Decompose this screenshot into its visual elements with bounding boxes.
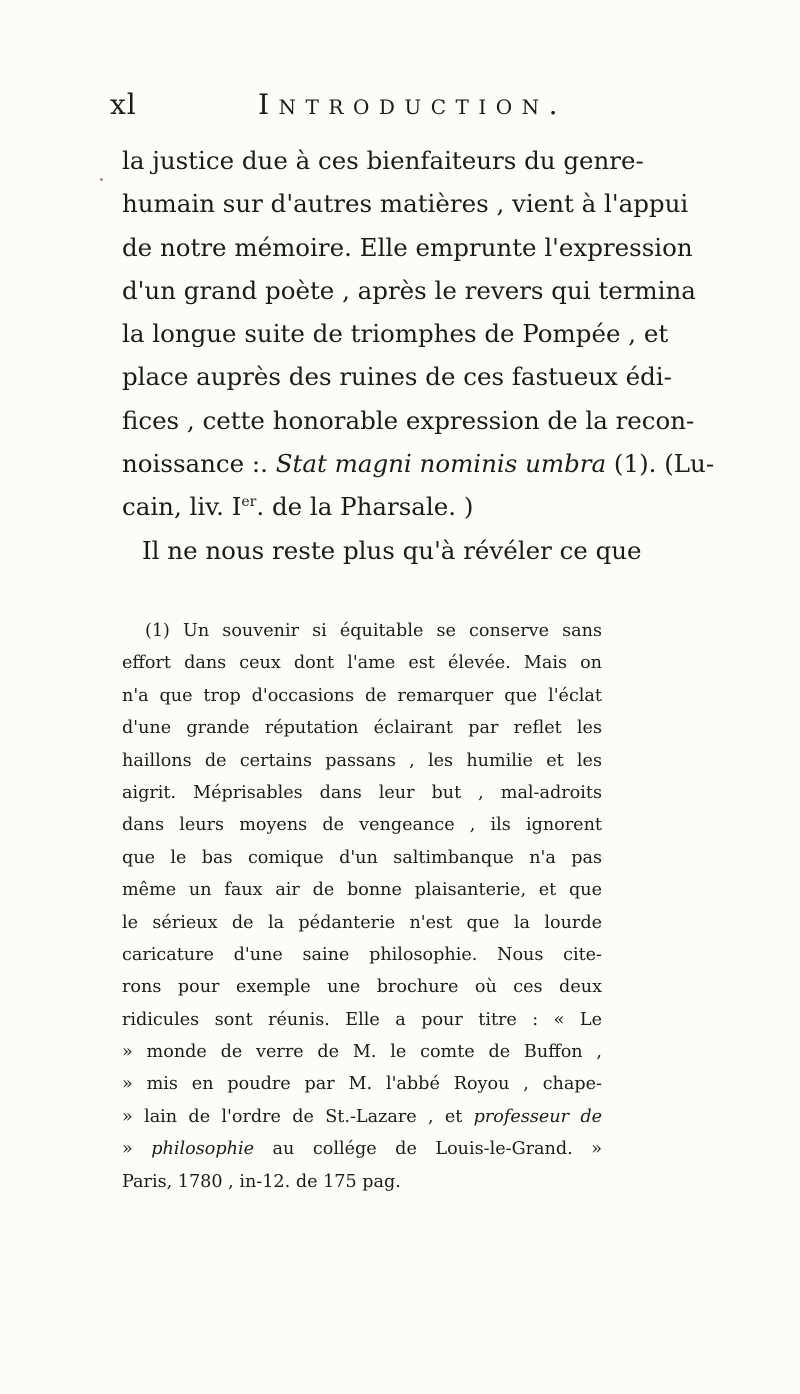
citation-source: . de la Pharsale. ) — [256, 492, 474, 522]
footnote-line: » mis en poudre par M. l'abbé Royou , chape- — [122, 1074, 602, 1095]
footnote-text: » — [122, 1139, 152, 1160]
footnote-line: même un faux air de bonne plaisanterie, et que — [122, 880, 602, 901]
ink-speck — [100, 178, 103, 181]
citation-text: cain, liv. I — [122, 492, 242, 522]
running-title: Introduction. — [258, 88, 568, 121]
footnote-line: caricature d'une saine philosophie. Nous cite- — [122, 944, 602, 965]
body-line: d'un grand poète , après le revers qui termina — [122, 275, 696, 305]
body-line: Il ne nous reste plus qu'à révéler ce que — [142, 535, 642, 565]
footnote-line: » monde de verre de M. le comte de Buffon , — [122, 1042, 602, 1063]
footnote-line: (1) Un souvenir si équitable se conserve sans — [145, 621, 602, 641]
footnote-reference: (1). (Lu- — [606, 449, 715, 479]
footnote-italic: professeur de — [473, 1106, 602, 1127]
footnote-line: rons pour exemple une brochure où ces deux — [122, 977, 602, 998]
body-line: la longue suite de triomphes de Pompée , et — [122, 319, 669, 349]
footnote-line: aigrit. Méprisables dans leur but , mal-adroits — [122, 782, 602, 803]
footnote-line-philosophie — [122, 1133, 602, 1165]
body-line: place auprès des ruines de ces fastueux édi- — [122, 362, 672, 392]
body-text — [122, 139, 715, 572]
footnote-line: d'une grande réputation éclairant par reflet les — [122, 718, 602, 739]
ordinal-superscript: er — [241, 494, 257, 511]
body-line: la justice due à ces bienfaiteurs du genre- — [122, 146, 644, 175]
body-line-citation — [122, 485, 602, 528]
footnote-line: effort dans ceux dont l'ame est élevée. Mais on — [122, 653, 602, 674]
body-line: de notre mémoire. Elle emprunte l'expression — [122, 232, 693, 262]
footnote-italic: philosophie — [151, 1139, 254, 1160]
body-line: fices , cette honorable expression de la recon- — [122, 405, 695, 435]
body-line: humain sur d'autres matières , vient à l'appui — [122, 189, 689, 219]
footnote-line: ridicules sont réunis. Elle a pour titre : « Le — [122, 1009, 602, 1030]
footnote — [122, 615, 602, 1198]
page-number: xl — [110, 88, 137, 121]
body-line-latin-quote — [122, 442, 715, 485]
quote-intro: noissance :. — [122, 449, 276, 479]
footnote-line: haillons de certains passans , les humilie et les — [122, 750, 602, 771]
latin-quote: Stat magni nominis umbra — [275, 449, 607, 479]
footnote-line: dans leurs moyens de vengeance , ils ignorent — [122, 815, 602, 836]
footnote-text: » lain de l'ordre de St.-Lazare , et — [122, 1106, 474, 1127]
page-header — [110, 88, 600, 128]
footnote-line: n'a que trop d'occasions de remarquer que l'éclat — [122, 685, 602, 706]
footnote-line: Paris, 1780 , in-12. de 175 pag. — [122, 1171, 401, 1192]
footnote-line: le sérieux de la pédanterie n'est que la lourde — [122, 912, 602, 933]
footnote-line-professeur — [122, 1101, 602, 1133]
footnote-line: que le bas comique d'un saltimbanque n'a pas — [122, 847, 602, 868]
footnote-text: au collége de Louis-le-Grand. » — [254, 1139, 602, 1160]
